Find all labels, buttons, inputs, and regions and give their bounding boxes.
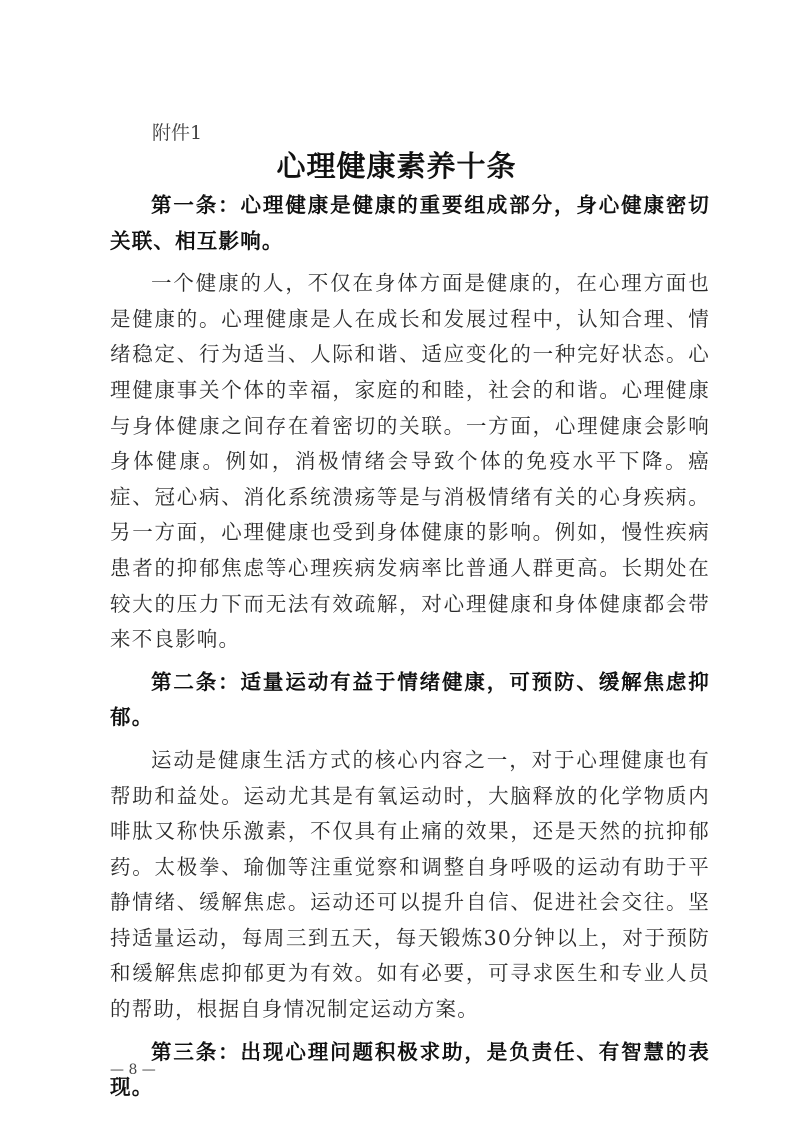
article-1-heading: 第一条：心理健康是健康的重要组成部分，身心健康密切关联、相互影响。 xyxy=(110,193,710,253)
article-1-paragraph: 一个健康的人，不仅在身体方面是健康的，在心理方面也是健康的。心理健康是人在成长和发展过程中，认知合理、情绪稳定、行为适当、人际和谐、适应变化的一种完好状态。心理健康事关个体的幸福，家庭的和睦，社会的和谐。心理健康与身体健康之间存在着密切的关联。一方面，心理健康会影响身体健康。例如，消极情绪会导致个体的免疫水平下降。癌症、冠心病、消化系统溃疡等是与消极情绪有关的心身疾病。另一方面，心理健康也受到身体健康的影响。例如，慢性疾病患者的抑郁焦虑等心理疾病发病率比普通人群更高。长期处在较大的压力下而无法有效疏解，对心理健康和身体健康都会带来不良影响。 xyxy=(110,271,710,652)
document-body xyxy=(110,188,710,1106)
article-3-heading: 第三条：出现心理问题积极求助，是负责任、有智慧的表现。 xyxy=(110,1039,710,1100)
article-2-paragraph: 运动是健康生活方式的核心内容之一，对于心理健康也有帮助和益处。运动尤其是有氧运动时，大脑释放的化学物质内啡肽又称快乐激素，不仅具有止痛的效果，还是天然的抗抑郁药。太极拳、瑜伽等注重觉察和调整自身呼吸的运动有助于平静情绪、缓解焦虑。运动还可以提升自信、促进社会交往。坚持适量运动，每周三到五天，每天锻炼30分钟以上，对于预防和缓解焦虑抑郁更为有效。如有必要，可寻求医生和专业人员的帮助，根据自身情况制定运动方案。 xyxy=(110,747,710,1022)
attachment-label: 附件1 xyxy=(152,122,203,144)
page-title: 心理健康素养十条 xyxy=(276,149,517,183)
article-2-heading: 第二条：适量运动有益于情绪健康，可预防、缓解焦虑抑郁。 xyxy=(110,669,710,730)
page-number: — 8 — xyxy=(110,1062,156,1078)
